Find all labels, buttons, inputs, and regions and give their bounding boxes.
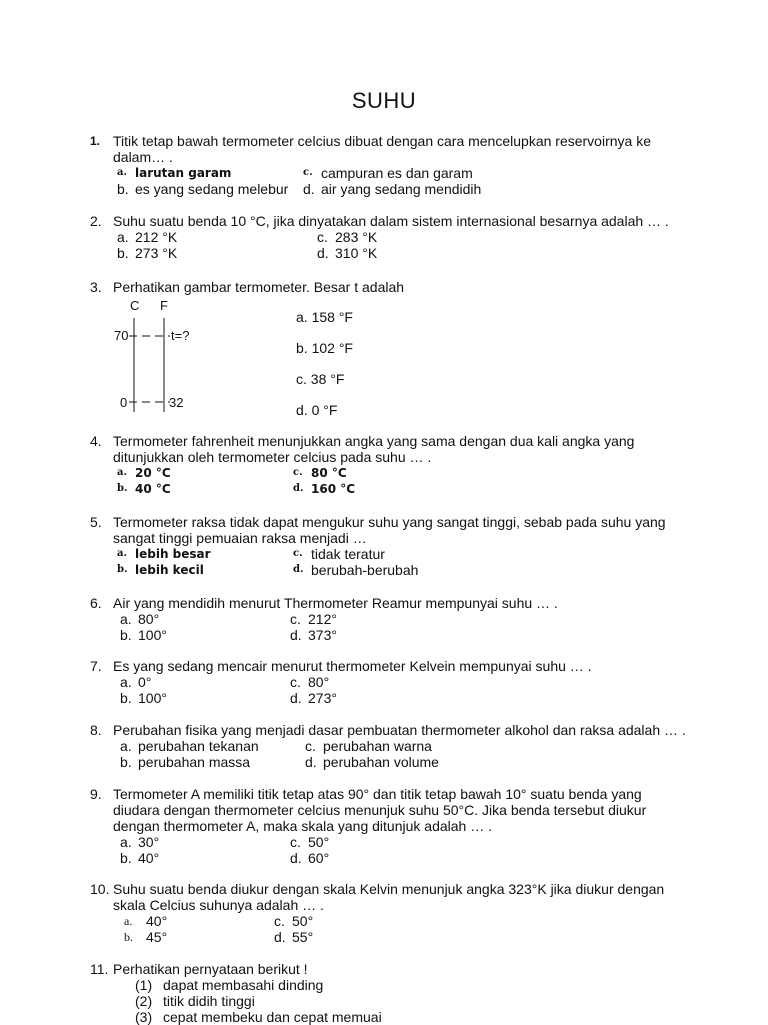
option-b: b. 40 °C xyxy=(117,482,171,496)
option-d: d. 160 °C xyxy=(293,482,356,496)
thermometer-figure xyxy=(110,296,220,414)
option-b: b. perubahan massa xyxy=(120,754,251,770)
option-b: b. 273 °K xyxy=(117,245,178,261)
option-a: a. 158 °F xyxy=(296,309,353,325)
option-a: a. 0° xyxy=(120,674,152,690)
option-b: b. es yang sedang melebur xyxy=(117,181,289,197)
question-text: Termometer fahrenheit menunjukkan angka yang sama dengan dua kali angka yang ditunjukkan oleh termometer celcius pada suhu … . xyxy=(113,433,635,465)
option-a: a. 80° xyxy=(120,611,160,627)
question-11 xyxy=(90,961,690,1025)
option-a: a. larutan garam xyxy=(117,166,232,180)
option-d: d. 55° xyxy=(274,929,314,945)
scale-label-f: F xyxy=(160,298,168,313)
option-a: a. 40° xyxy=(124,913,168,929)
question-text: Es yang sedang mencair menurut thermometer Kelvein mempunyai suhu … . xyxy=(113,658,592,674)
scale-label-c: C xyxy=(130,298,140,313)
option-c: c. 50° xyxy=(274,913,314,929)
question-text: Termometer raksa tidak dapat mengukur suhu yang sangat tinggi, sebab pada suhu yang sangat tinggi pemuaian raksa menjadi … xyxy=(113,514,666,546)
question-number: 5. xyxy=(90,514,102,530)
question-number: 6. xyxy=(90,595,102,611)
question-3 xyxy=(90,279,690,295)
option-c: c. campuran es dan garam xyxy=(303,165,473,181)
option-c: c. perubahan warna xyxy=(305,738,432,754)
question-number: 11. xyxy=(90,961,109,977)
question-7 xyxy=(90,658,690,706)
question-1 xyxy=(90,133,690,197)
option-c: c. 50° xyxy=(290,834,330,850)
top-f-label: t=? xyxy=(171,328,190,343)
question-10 xyxy=(90,881,690,945)
question-number: 4. xyxy=(90,433,102,449)
option-c: c. 283 °K xyxy=(317,229,378,245)
option-a: a. 30° xyxy=(120,834,160,850)
option-c: c. 80 °C xyxy=(293,466,347,480)
question-number: 7. xyxy=(90,658,102,674)
option-d: d. 0 °F xyxy=(296,402,338,418)
top-c-label: 70 xyxy=(114,328,129,343)
question-4 xyxy=(90,433,690,497)
question-9 xyxy=(90,786,690,866)
option-c: c. tidak teratur xyxy=(293,546,385,562)
question-text: Perhatikan gambar termometer. Besar t adalah xyxy=(113,279,405,295)
option-a: a. perubahan tekanan xyxy=(120,738,259,754)
question-5 xyxy=(90,514,690,578)
bottom-c-label: 0 xyxy=(120,395,128,410)
question-text: Suhu suatu benda 10 °C, jika dinyatakan dalam sistem internasional besarnya adalah … . xyxy=(113,213,669,229)
option-a: a. lebih besar xyxy=(117,547,211,561)
option-d: d. berubah-berubah xyxy=(293,562,419,578)
page-title: SUHU xyxy=(351,88,417,113)
question-number: 9. xyxy=(90,786,102,802)
question-2 xyxy=(90,213,690,261)
option-d: d. 60° xyxy=(290,850,330,866)
statement-item: (1) dapat membasahi dinding xyxy=(135,977,324,993)
question-6 xyxy=(90,595,690,643)
option-c: c. 80° xyxy=(290,674,330,690)
option-a: a. 20 °C xyxy=(117,466,171,480)
option-b: b. 102 °F xyxy=(296,340,353,356)
option-b: b. 40° xyxy=(120,850,160,866)
question-text: Perubahan fisika yang menjadi dasar pembuatan thermometer alkohol dan raksa adalah … . xyxy=(113,722,686,738)
question-number: 8. xyxy=(90,722,102,738)
option-b: b. 100° xyxy=(120,690,167,706)
question-8 xyxy=(90,722,690,770)
option-d: d. perubahan volume xyxy=(305,754,439,770)
option-d: d. 310 °K xyxy=(317,245,378,261)
option-c: c. 212° xyxy=(290,611,337,627)
option-b: b. 100° xyxy=(120,627,167,643)
question-text: Air yang mendidih menurut Thermometer Reamur mempunyai suhu … . xyxy=(113,595,558,611)
question-number: 10. xyxy=(90,881,110,897)
question-number: 2. xyxy=(90,213,102,229)
bottom-f-label: 32 xyxy=(169,395,184,410)
question-text: Termometer A memiliki titik tetap atas 90° dan titik tetap bawah 10° suatu benda yang diudara dengan thermometer celcius menunjuk suhu 50°C. Jika benda tersebut diukur dengan thermometer A, maka skala yang ditunjuk adalah … . xyxy=(113,786,647,834)
statement-item: (3) cepat membeku dan cepat memuai xyxy=(135,1009,382,1025)
question-text: Titik tetap bawah termometer celcius dibuat dengan cara mencelupkan reservoirnya ke dalam… . xyxy=(113,133,651,165)
option-b: b. lebih kecil xyxy=(117,563,204,577)
option-d: d. 273° xyxy=(290,690,337,706)
question-number: 1. xyxy=(90,134,101,148)
question-text: Perhatikan pernyataan berikut ! xyxy=(113,961,308,977)
option-d: d. 373° xyxy=(290,627,337,643)
option-c: c. 38 °F xyxy=(296,371,345,387)
option-a: a. 212 °K xyxy=(117,229,178,245)
statement-item: (2) titik didih tinggi xyxy=(135,993,255,1009)
question-number: 3. xyxy=(90,279,102,295)
option-d: d. air yang sedang mendidih xyxy=(303,181,482,197)
option-b: b. 45° xyxy=(124,929,168,945)
question-text: Suhu suatu benda diukur dengan skala Kelvin menunjuk angka 323°K jika diukur dengan skala Celcius suhunya adalah … . xyxy=(113,881,665,913)
